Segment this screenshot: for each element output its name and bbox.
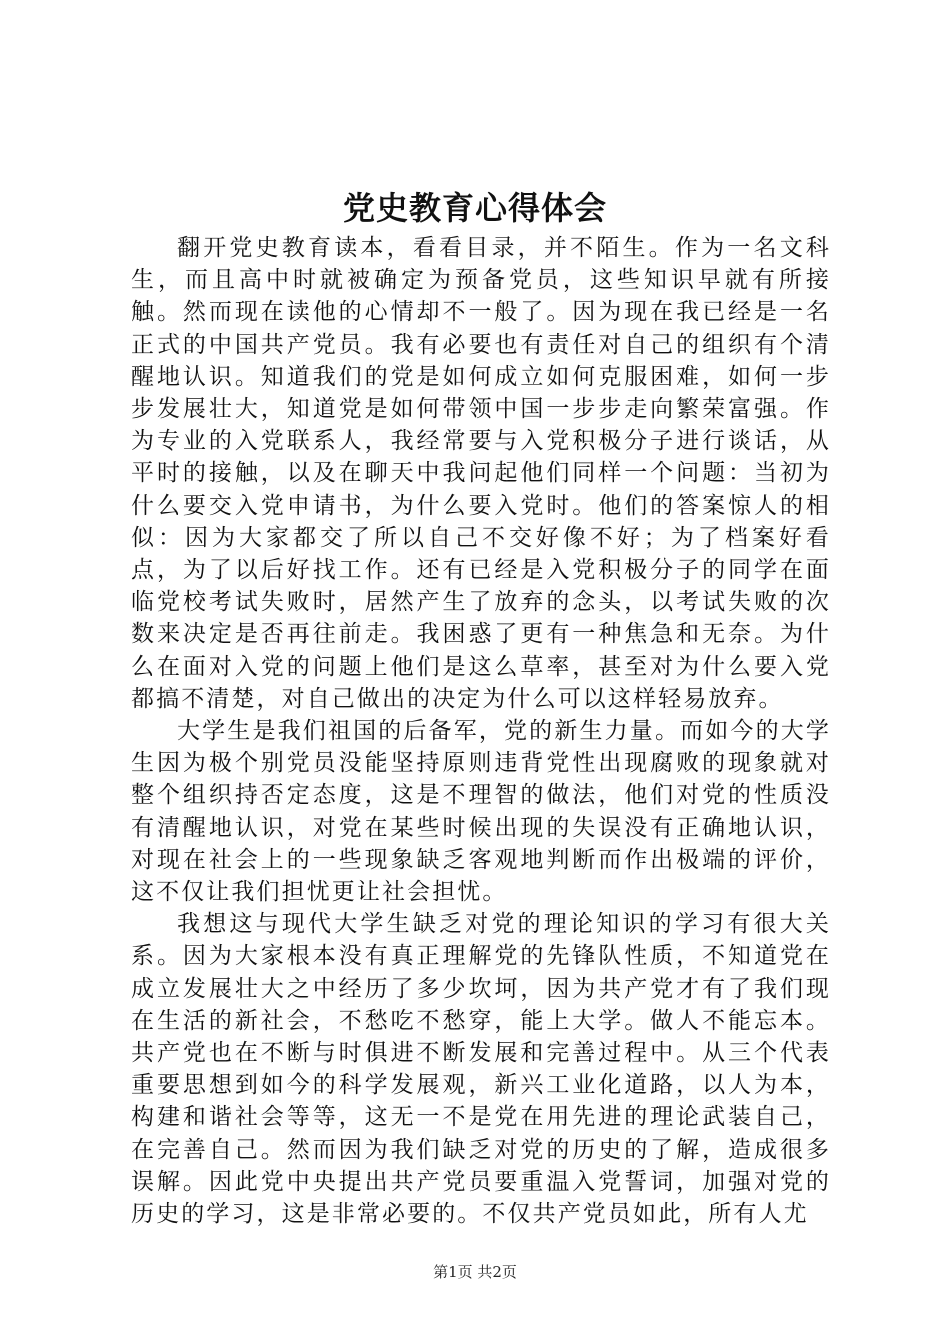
- document-body: [131, 232, 831, 1230]
- paragraph-3: 我想这与现代大学生缺乏对党的理论知识的学习有很大关系。因为大家根本没有真正理解党的先锋队性质，不知道党在成立发展壮大之中经历了多少坎坷，因为共产党才有了我们现在生活的新社会，不愁吃不愁穿，能上大学。做人不能忘本。共产党也在不断与时俱进不断发展和完善过程中。从三个代表重要思想到如今的科学发展观，新兴工业化道路，以人为本，构建和谐社会等等，这无一不是党在用先进的理论武装自己，在完善自己。然而因为我们缺乏对党的历史的了解，造成很多误解。因此党中央提出共产党员要重温入党誓词，加强对党的历史的学习，这是非常必要的。不仅共产党员如此，所有人尤: [131, 911, 831, 1228]
- document-title: 党史教育心得体会: [342, 189, 607, 227]
- paragraph-2: 大学生是我们祖国的后备军，党的新生力量。而如今的大学生因为极个别党员没能坚持原则违背党性出现腐败的现象就对整个组织持否定态度，这是不理智的做法，他们对党的性质没有清醒地认识，对党在某些时候出现的失误没有正确地认识，对现在社会上的一些现象缺乏客观地判断而作出极端的评价，这不仅让我们担忧更让社会担忧。: [131, 718, 831, 906]
- paragraph-1: 翻开党史教育读本，看看目录，并不陌生。作为一名文科生，而且高中时就被确定为预备党员，这些知识早就有所接触。然而现在读他的心情却不一般了。因为现在我已经是一名正式的中国共产党员。我有必要也有责任对自己的组织有个清醒地认识。知道我们的党是如何成立如何克服困难，如何一步步发展壮大，知道党是如何带领中国一步步走向繁荣富强。作为专业的入党联系人，我经常要与入党积极分子进行谈话，从平时的接触，以及在聊天中我问起他们同样一个问题：当初为什么要交入党申请书，为什么要入党时。他们的答案惊人的相似：因为大家都交了所以自己不交好像不好；为了档案好看点，为了以后好找工作。还有已经是入党积极分子的同学在面临党校考试失败时，居然产生了放弃的念头，以考试失败的次数来决定是否再往前走。我困惑了更有一种焦急和无奈。为什么在面对入党的问题上他们是这么草率，甚至对为什么要入党都搞不清楚，对自己做出的决定为什么可以这样轻易放弃。: [131, 235, 831, 712]
- page-footer: 第1页 共2页: [433, 1263, 517, 1281]
